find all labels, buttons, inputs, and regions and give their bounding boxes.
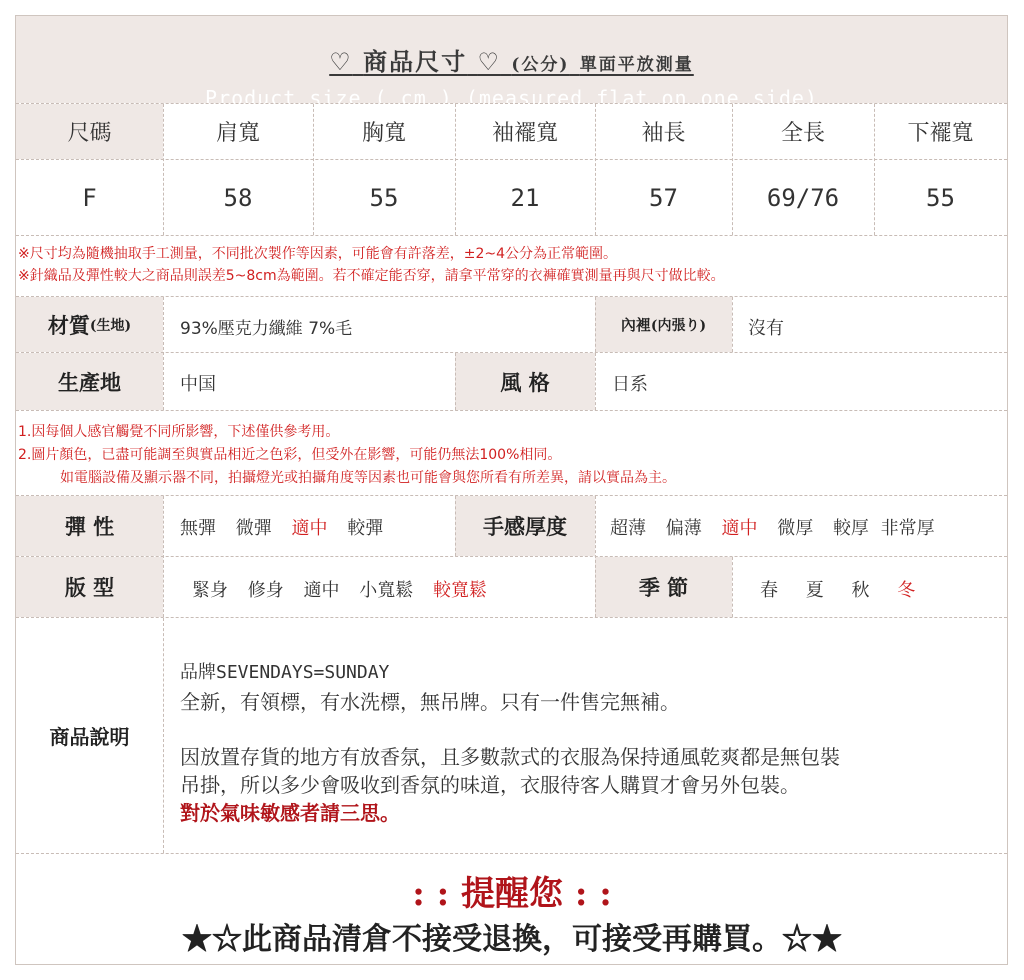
divider — [455, 496, 456, 556]
note-measure-1: ※尺寸均為隨機抽取手工測量，不同批次製作等因素，可能會有許落差，±2~4公分為正常範圍。 — [18, 246, 618, 262]
hem-value: 55 — [926, 183, 955, 212]
description-condition: 全新，有領標，有水洗標，無吊牌。只有一件售完無補。 — [180, 690, 680, 714]
note-perception: 1.因每個人感官觸覺不同所影響，下述僅供參考用。 — [18, 424, 340, 440]
divider — [455, 104, 456, 235]
elasticity-option-selected: 適中 — [291, 518, 328, 539]
page-subtitle-english: Product size ( cm ) (measured flat on one side) — [205, 86, 818, 110]
season-option: 秋 — [851, 580, 870, 601]
season-option: 春 — [760, 580, 778, 601]
fit-option: 修身 — [247, 580, 284, 601]
divider — [732, 297, 733, 352]
lining-label: 內裡 (内張り) — [595, 297, 732, 352]
divider — [595, 496, 596, 617]
divider — [595, 104, 596, 235]
elasticity-options — [180, 514, 397, 540]
divider — [732, 104, 733, 235]
season-option-selected: 冬 — [897, 580, 916, 601]
size-header-hem: 下襬寬 — [907, 121, 974, 146]
thickness-option: 非常厚 — [880, 518, 935, 539]
divider — [163, 618, 164, 853]
description-fragrance-1: 因放置存貨的地方有放香氛，且多數款式的衣服為保持通風乾爽都是無包裝 — [180, 745, 840, 769]
fit-option: 緊身 — [192, 580, 228, 601]
divider — [595, 353, 596, 410]
elasticity-option: 微彈 — [235, 518, 272, 539]
fit-label: 版 型 — [16, 557, 163, 617]
season-option: 夏 — [805, 580, 824, 601]
material-label: 材質 (生地) — [16, 297, 163, 352]
season-label: 季 節 — [595, 557, 732, 617]
origin-value: 中国 — [180, 374, 216, 395]
size-header-shoulder: 肩寬 — [215, 121, 260, 146]
reminder-title: : : 提醒您 : : — [412, 874, 612, 914]
title-band — [16, 16, 1007, 110]
size-header-chest: 胸寬 — [361, 121, 406, 146]
note-measure-2: ※針織品及彈性較大之商品則誤差5~8cm為範圍。若不確定能否穿，請拿平常穿的衣褲確實測量再與尺寸做比較。 — [18, 268, 725, 284]
divider — [732, 557, 733, 617]
divider — [16, 853, 1007, 854]
thickness-options — [610, 514, 935, 540]
description-warning: 對於氣味敏感者請三思。 — [180, 801, 400, 825]
divider — [163, 297, 164, 410]
size-value: F — [82, 183, 97, 212]
description-brand: 品牌SEVENDAYS=SUNDAY — [180, 662, 390, 683]
material-value: 93%壓克力纖維 7%毛 — [180, 319, 353, 339]
divider — [313, 104, 314, 235]
page-title: ♡ 商品尺寸 ♡ (公分) 單面平放測量 — [329, 47, 694, 76]
lining-value: 沒有 — [748, 318, 784, 339]
fit-option-selected: 較寬鬆 — [432, 580, 487, 601]
origin-label: 生產地 — [16, 353, 163, 410]
season-options — [760, 576, 915, 602]
cuff-value: 21 — [510, 183, 540, 212]
size-header-sleeve: 袖長 — [641, 121, 686, 146]
divider — [16, 235, 1007, 236]
shoulder-value: 58 — [223, 183, 253, 212]
divider — [163, 496, 164, 617]
divider — [455, 353, 456, 410]
size-header-length: 全長 — [780, 121, 825, 146]
size-header-cuff: 袖襬寬 — [491, 121, 558, 146]
fit-option: 適中 — [303, 580, 340, 601]
fit-option: 小寬鬆 — [359, 580, 414, 601]
fit-options — [192, 576, 487, 602]
divider — [874, 104, 875, 235]
size-header-label: 尺碼 — [16, 104, 163, 159]
divider — [16, 296, 1007, 297]
reminder-text: ★☆此商品清倉不接受退換，可接受再購買。☆★ — [182, 922, 842, 957]
divider — [163, 104, 164, 235]
length-value: 69/76 — [766, 183, 840, 212]
divider — [16, 103, 1007, 104]
style-label: 風 格 — [455, 353, 595, 410]
thickness-option: 超薄 — [610, 518, 646, 539]
thickness-option: 偏薄 — [665, 518, 702, 539]
divider — [16, 352, 1007, 353]
thickness-option-selected: 適中 — [721, 518, 758, 539]
chest-value: 55 — [369, 183, 399, 212]
thickness-label: 手感厚度 — [455, 496, 595, 556]
description-fragrance-2: 吊掛，所以多少會吸收到香氛的味道，衣服待客人購買才會另外包裝。 — [180, 773, 800, 797]
thickness-option: 較厚 — [832, 518, 869, 539]
note-display: 如電腦設備及顯示器不同，拍攝燈光或拍攝角度等因素也可能會與您所看有所差異，請以實品為主。 — [60, 470, 676, 486]
note-color: 2.圖片顏色，已盡可能調至與實品相近之色彩，但受外在影響，可能仍無法100%相同。 — [18, 447, 562, 463]
elasticity-option: 較彈 — [347, 518, 384, 539]
sleeve-value: 57 — [649, 183, 678, 212]
divider — [16, 556, 1007, 557]
elasticity-label: 彈 性 — [16, 496, 163, 556]
style-value: 日系 — [612, 374, 648, 395]
divider — [595, 297, 596, 352]
elasticity-option: 無彈 — [180, 518, 216, 539]
divider — [16, 410, 1007, 411]
description-label: 商品說明 — [49, 725, 130, 749]
divider — [16, 617, 1007, 618]
divider — [16, 495, 1007, 496]
thickness-option: 微厚 — [777, 518, 814, 539]
divider — [16, 159, 1007, 160]
